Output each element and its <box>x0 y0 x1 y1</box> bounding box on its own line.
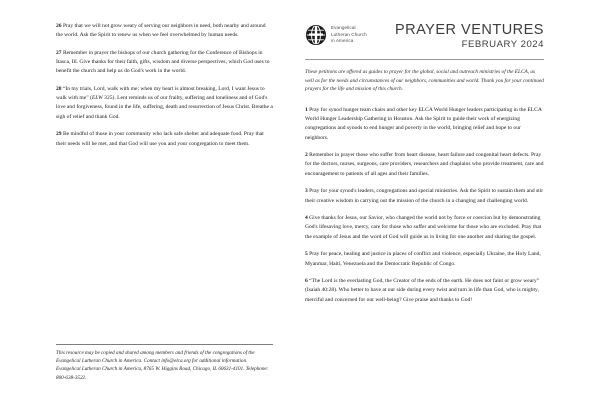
brand-lockup <box>305 22 367 46</box>
footer-divider <box>56 344 273 345</box>
document-date: FEBRUARY 2024 <box>461 39 544 51</box>
prayer-entry <box>305 277 544 305</box>
entry-text: Give thanks for Jesus, our Savior, who changed the world not by force or coercion but by demonstrating God's lifesaving love, mercy, care for those who suffer and welcome for those who are excluded. Pray that the example of Jesus and the word of God will guide us in living for one another and sharing the gospel. <box>305 215 542 240</box>
brand-line-3: in America <box>331 38 354 44</box>
prayer-entry <box>56 49 273 77</box>
entry-number: 6 <box>305 278 308 285</box>
left-column <box>56 22 287 382</box>
prayer-entry <box>305 187 544 205</box>
entry-text-after-citation: 325). Lent reminds us of our frailty, suffering and loneliness and of God's love and forgiveness, found in the life, suffering, death and resurrection of Jesus Christ. Breathe a sigh of relief and thank God. <box>56 95 273 120</box>
prayer-entry <box>56 85 273 122</box>
elca-globe-cross-logo-icon <box>305 24 327 46</box>
entry-text: Pray for peace, healing and justice in places of conflict and violence, especially Ukraine, the Holy Land, Myanmar, Haiti, Venezuela and the Democratic Republic of Congo. <box>305 251 541 267</box>
entry-text: Pray for your synod's leaders, congregations and special ministries. Ask the Spirit to sustain them and stir their creative wisdom in carrying out the mission of the church in a changing and challenging world. <box>305 188 544 204</box>
entry-text: Be mindful of those in your community who lack safe shelter and adequate food. Pray that their needs will be met, and that God will use you and your congregation to meet them. <box>56 131 264 147</box>
prayer-entry <box>305 250 544 268</box>
brand-wordmark <box>331 25 367 45</box>
document-title: PRAYER VENTURES <box>394 22 544 38</box>
entry-number: 3 <box>305 188 308 195</box>
title-block <box>395 22 544 52</box>
masthead <box>305 22 544 52</box>
entry-number: 26 <box>56 23 62 29</box>
prayer-entry <box>305 106 544 143</box>
entry-text: Remember in prayer those who suffer from heart disease, heart failure and congenital heart defects. Pray for the doctors, nurses, surgeons, care providers, researchers and chaplains who provide treatment, care and encouragement to patients of all ages and their families. <box>305 152 544 177</box>
footer-copyright-notice: This resource may be copied and shared among members and friends of the congregations of the Evangelical Lutheran Church in America. Contact info@elca.org for additional information. Evangelical Lutheran Church in America, 8765 W. Higgins Road, Chicago, IL 60631-4101. Telephone: 800-638-3522. <box>56 349 269 381</box>
column-gutter <box>287 22 305 382</box>
entry-text-before-citation: “In my trials, Lord, walk with me; when my heart is almost breaking, Lord, I want Jesus to walk with me” ( <box>56 86 265 102</box>
right-column <box>305 22 544 382</box>
prayer-entry <box>305 214 544 242</box>
entry-number: 5 <box>305 251 308 258</box>
hymnal-citation: ELW <box>91 95 103 102</box>
prayer-entry <box>56 130 273 148</box>
entry-text: Pray that we will not grow weary of serving our neighbors in need, both nearby and around the world. Ask the Spirit to renew us when we feel overwhelmed by human needs. <box>56 23 266 39</box>
entry-text: “The Lord is the everlasting God, the Creator of the ends of the earth. He does not faint or grow weary” (Isaiah 40:28). Who better to have at our side during every twist and turn in life than God, who is mighty, merciful and concerned for our well-being? Give praise and thanks to God! <box>305 278 540 303</box>
brand-line-1: Evangelical <box>331 25 356 31</box>
entry-number: 4 <box>305 215 308 222</box>
entry-number: 29 <box>56 131 62 138</box>
prayer-entry <box>56 22 273 40</box>
header-divider <box>305 59 544 60</box>
entry-number: 1 <box>305 106 308 113</box>
prayer-entry <box>305 151 544 179</box>
entry-number: 27 <box>56 49 62 56</box>
entry-text: Pray for synod hunger team chairs and other key ELCA World Hunger leaders participating in the ELCA World Hunger Leadership Gathering in Houston. Ask the Spirit to guide their work of energizing congregations and synods to end hunger and poverty in the world, bringing relief and hope to our neighbors. <box>305 106 542 141</box>
intro-paragraph: These petitions are offered as guides to prayer for the global, social and outreach ministries of the ELCA, as well as for the needs and circumstances of our neighbors, communities and world. Thank you for your continued prayers for the life and mission of this church. <box>305 69 544 93</box>
entry-number: 28 <box>56 86 62 93</box>
brand-line-2: Lutheran Church <box>331 31 367 37</box>
entry-number: 2 <box>305 152 308 159</box>
footer-spacer <box>56 157 273 343</box>
entry-text: Remember in prayer the bishops of our church gathering for the Conference of Bishops in Itasca, Ill. Give thanks for their faith, gifts, wisdom and diverse perspectives, which God uses to benefit the church and help us do God's work in the world. <box>56 49 270 75</box>
